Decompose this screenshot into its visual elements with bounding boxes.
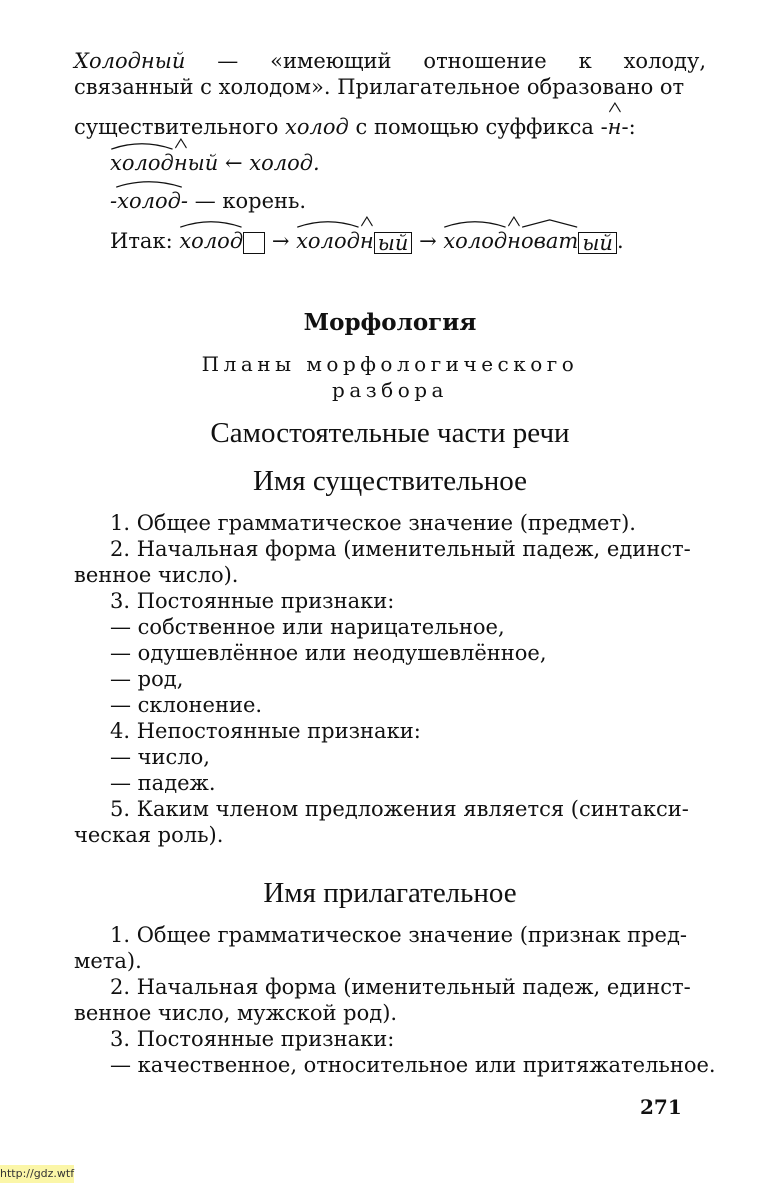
root-mark: холод: [110, 150, 174, 176]
suffix-mark: н: [360, 228, 374, 254]
suffix-hat-icon: [360, 215, 374, 227]
suffix-hat-icon: [507, 215, 521, 227]
analysis-line-1: холод ный ← холод.: [110, 150, 706, 176]
definition-word: к: [578, 49, 592, 73]
adjective-item-3a: — качественное, относительное или притяжательное.: [110, 1053, 716, 1077]
root-mark: холод: [296, 228, 360, 254]
definition-line-2: связанный с холодом». Прилагательное образовано от: [74, 75, 685, 99]
empty-ending-box: [243, 232, 265, 254]
adjective-heading: Имя прилагательное: [263, 877, 517, 909]
section-title: Морфология: [303, 309, 477, 336]
adjective-item-1: 1. Общее грамматическое значение (признак пред-: [110, 923, 688, 947]
ending-box: ый: [578, 232, 617, 254]
noun-item-5-cont: ческая роль).: [74, 823, 224, 847]
noun-item-4a: — число,: [110, 745, 210, 769]
suffix-arc-icon: [521, 219, 578, 228]
root-arc-icon: [296, 219, 360, 228]
definition-noun: холод: [285, 115, 349, 139]
parts-of-speech-heading: Самостоятельные части речи: [210, 417, 570, 449]
noun-item-3d: — склонение.: [110, 693, 263, 717]
adjective-item-1-cont: мета).: [74, 949, 142, 973]
suffix-mark: н: [507, 228, 521, 254]
root-arc-icon: [443, 219, 507, 228]
root-arc-icon: [179, 219, 243, 228]
page-number: 271: [640, 1095, 682, 1119]
root-mark: холод: [179, 228, 243, 254]
plans-heading-line-2: разбора: [332, 378, 448, 402]
adjective-item-2: 2. Начальная форма (именительный падеж, единст-: [110, 975, 691, 999]
ending-box: ый: [374, 232, 413, 254]
definition-word: «имеющий: [270, 49, 392, 73]
analysis-line-2: -холод- — корень.: [110, 188, 706, 214]
noun-heading: Имя существительное: [252, 465, 528, 497]
suffix-hat-icon: [608, 101, 622, 113]
suffix-mark: н: [174, 150, 188, 176]
adjective-item-2-cont: венное число, мужской род).: [74, 1001, 398, 1025]
root-arc-icon: [110, 141, 174, 150]
root-mark: -холод-: [110, 188, 188, 214]
noun-item-2: 2. Начальная форма (именительный падеж, единст-: [110, 537, 691, 561]
noun-item-3c: — род,: [110, 667, 184, 691]
definition-line-1: [74, 48, 706, 74]
definition-word: холоду,: [623, 49, 707, 73]
definition-dash: —: [217, 49, 239, 73]
noun-item-3: 3. Постоянные признаки:: [110, 589, 395, 613]
noun-item-4: 4. Непостоянные признаки:: [110, 719, 421, 743]
definition-term: Холодный: [74, 49, 186, 73]
root-arc-icon: [110, 179, 188, 188]
adjective-item-3: 3. Постоянные признаки:: [110, 1027, 395, 1051]
analysis-line-3: Итак: холод → холод н ый → холод н оват ый .: [110, 228, 706, 254]
suffix-mark: н: [608, 114, 622, 140]
root-mark: холод: [443, 228, 507, 254]
plans-heading-line-1: Планы морфологического: [201, 352, 579, 376]
definition-line-3: существительного холод с помощью суффикса - н-:: [74, 114, 706, 140]
noun-item-2-cont: венное число).: [74, 563, 239, 587]
suffix-hat-icon: [174, 137, 188, 149]
noun-item-5: 5. Каким членом предложения является (синтакси-: [110, 797, 689, 821]
watermark-link[interactable]: http://gdz.wtf: [0, 1165, 74, 1183]
noun-item-3b: — одушевлённое или неодушевлённое,: [110, 641, 547, 665]
noun-item-4b: — падеж.: [110, 771, 216, 795]
definition-word: отношение: [423, 49, 547, 73]
noun-item-3a: — собственное или нарицательное,: [110, 615, 505, 639]
noun-item-1: 1. Общее грамматическое значение (предмет).: [110, 511, 636, 535]
suffix-mark: оват: [521, 228, 578, 254]
